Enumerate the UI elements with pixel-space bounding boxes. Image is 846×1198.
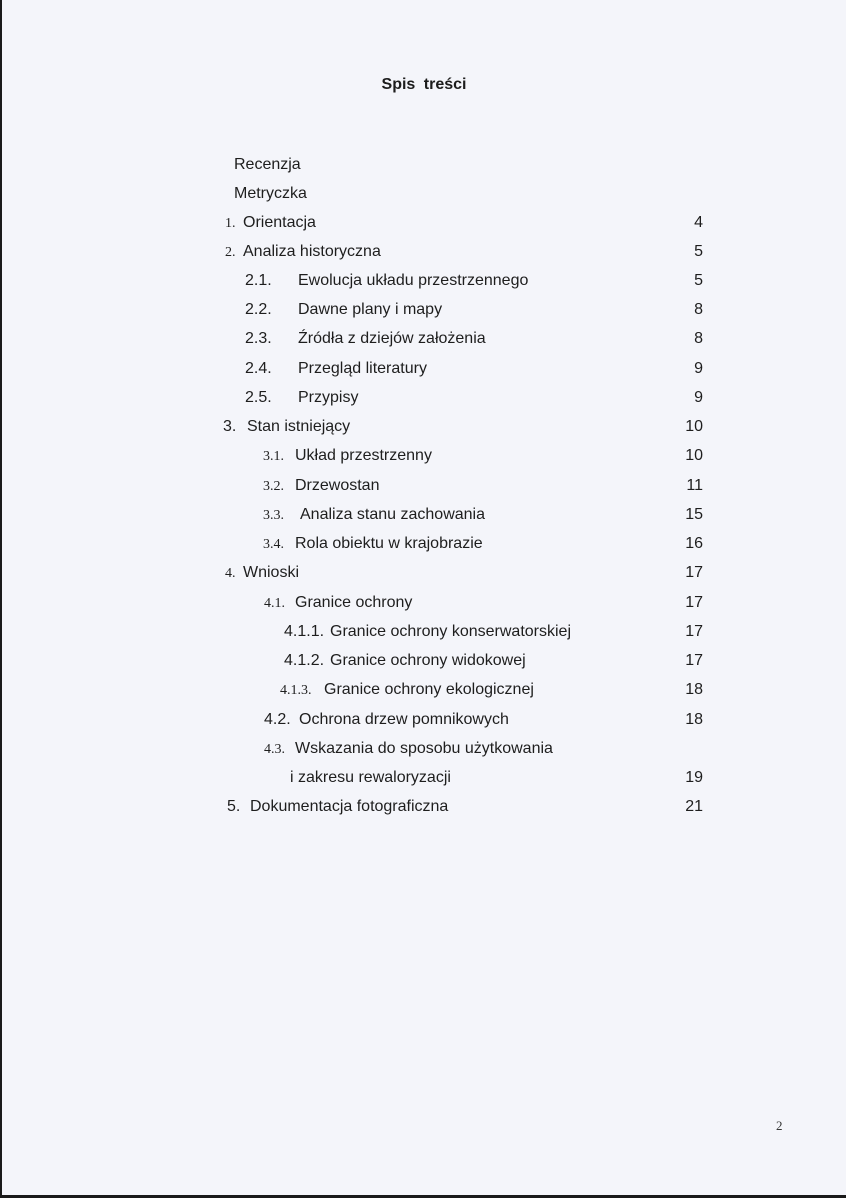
toc-entry-number: 4.1.2. bbox=[284, 652, 325, 669]
toc-entry-page: 18 bbox=[685, 711, 703, 728]
toc-entry-title: Ewolucja układu przestrzennego bbox=[298, 272, 529, 289]
toc-entry-page: 10 bbox=[685, 418, 703, 435]
toc-entry-page: 17 bbox=[685, 594, 703, 611]
toc-entry-title: Analiza historyczna bbox=[243, 243, 381, 260]
toc-entry-number: 3. bbox=[223, 418, 237, 435]
toc-entry-number: 2.3. bbox=[245, 330, 272, 347]
toc-entry bbox=[2, 535, 846, 557]
toc-entry-page: 5 bbox=[694, 243, 703, 260]
toc-entry bbox=[2, 506, 846, 528]
toc-entry bbox=[2, 711, 846, 733]
toc-entry-page: 15 bbox=[685, 506, 703, 523]
toc-entry bbox=[2, 798, 846, 820]
toc-entry-page: 17 bbox=[685, 564, 703, 581]
toc-entry bbox=[2, 272, 846, 294]
toc-entry-title: Przegląd literatury bbox=[298, 360, 427, 377]
toc-entry-title: Granice ochrony ekologicznej bbox=[324, 681, 534, 698]
toc-entry-number: 2.2. bbox=[245, 301, 272, 318]
toc-entry bbox=[2, 301, 846, 323]
toc-entry bbox=[2, 389, 846, 411]
toc-entry-title: i zakresu rewaloryzacji bbox=[290, 769, 451, 786]
toc-entry-title: Przypisy bbox=[298, 389, 359, 406]
toc-entry bbox=[2, 652, 846, 674]
toc-entry-number: 3.4. bbox=[263, 537, 284, 552]
toc-entry-title: Rola obiektu w krajobrazie bbox=[295, 535, 483, 552]
toc-entry-number: 4.1.3. bbox=[280, 683, 312, 698]
toc-entry-number: 4.3. bbox=[264, 742, 285, 757]
toc-entry bbox=[2, 418, 846, 440]
toc-entry-page: 9 bbox=[694, 360, 703, 377]
toc-entry-number: 4.2. bbox=[264, 711, 291, 728]
toc-entry bbox=[2, 681, 846, 703]
toc-entry-number: 2.1. bbox=[245, 272, 272, 289]
toc-entry-title: Dawne plany i mapy bbox=[298, 301, 443, 318]
toc-entry bbox=[2, 156, 846, 178]
toc-entry bbox=[2, 477, 846, 499]
toc-entry-page: 16 bbox=[685, 535, 703, 552]
toc-entry-title: Dokumentacja fotograficzna bbox=[250, 798, 449, 815]
toc-entry-title: Orientacja bbox=[243, 214, 316, 231]
toc-entry-title: Układ przestrzenny bbox=[295, 447, 432, 464]
toc-entry-page: 11 bbox=[686, 477, 703, 494]
toc-entry-number: 4. bbox=[225, 566, 236, 581]
toc-entry-title: Analiza stanu zachowania bbox=[300, 506, 486, 523]
toc-entry-title: Granice ochrony bbox=[295, 594, 413, 611]
toc-entry-number: 3.1. bbox=[263, 449, 284, 464]
toc-entry bbox=[2, 740, 846, 762]
toc-entry bbox=[2, 447, 846, 469]
toc-entry-title: Drzewostan bbox=[295, 477, 380, 494]
toc-entry-number: 1. bbox=[225, 216, 236, 231]
toc-entry-title: Granice ochrony konserwatorskiej bbox=[330, 623, 571, 640]
toc-entry-number: 2.5. bbox=[245, 389, 272, 406]
toc-entry-page: 4 bbox=[694, 214, 703, 231]
toc-entry-page: 8 bbox=[694, 301, 703, 318]
toc-entry-number: 4.1. bbox=[264, 596, 285, 611]
toc-entry-number: 2.4. bbox=[245, 360, 272, 377]
toc-entry bbox=[2, 185, 846, 207]
toc-entry-page: 21 bbox=[685, 798, 703, 815]
toc-entry bbox=[2, 243, 846, 265]
toc-entry-title: Stan istniejący bbox=[247, 418, 351, 435]
toc-entry-title: Ochrona drzew pomnikowych bbox=[299, 711, 509, 728]
toc-entry-page: 8 bbox=[694, 330, 703, 347]
toc-entry-page: 10 bbox=[685, 447, 703, 464]
toc-entry bbox=[2, 564, 846, 586]
toc-entry-title: Źródła z dziejów założenia bbox=[298, 330, 486, 347]
toc-entry-page: 19 bbox=[685, 769, 703, 786]
toc-entry-number: 4.1.1. bbox=[284, 623, 325, 640]
toc-entry-page: 17 bbox=[685, 623, 703, 640]
toc-entry-title: Wnioski bbox=[243, 564, 300, 581]
toc-entry-number: 5. bbox=[227, 798, 241, 815]
page-number: 2 bbox=[776, 1118, 783, 1133]
toc-entry bbox=[2, 214, 846, 236]
toc-entry-title: Recenzja bbox=[234, 156, 301, 173]
toc-entry-number: 2. bbox=[225, 245, 236, 260]
toc-entry-page: 17 bbox=[685, 652, 703, 669]
toc-entry-page: 18 bbox=[685, 681, 703, 698]
toc-entry-number: 3.3. bbox=[263, 508, 284, 523]
toc-entry bbox=[2, 769, 846, 791]
toc-entry-title: Granice ochrony widokowej bbox=[330, 652, 526, 669]
page-title: Spis treści bbox=[381, 76, 467, 93]
toc-entry-page: 9 bbox=[694, 389, 703, 406]
toc-entry-title: Wskazania do sposobu użytkowania bbox=[295, 740, 553, 757]
toc-entry-number: 3.2. bbox=[263, 479, 284, 494]
toc-entry bbox=[2, 623, 846, 645]
toc-entry bbox=[2, 594, 846, 616]
toc-entry-page: 5 bbox=[694, 272, 703, 289]
toc-entry bbox=[2, 330, 846, 352]
toc-entry bbox=[2, 360, 846, 382]
toc-entry-title: Metryczka bbox=[234, 185, 307, 202]
